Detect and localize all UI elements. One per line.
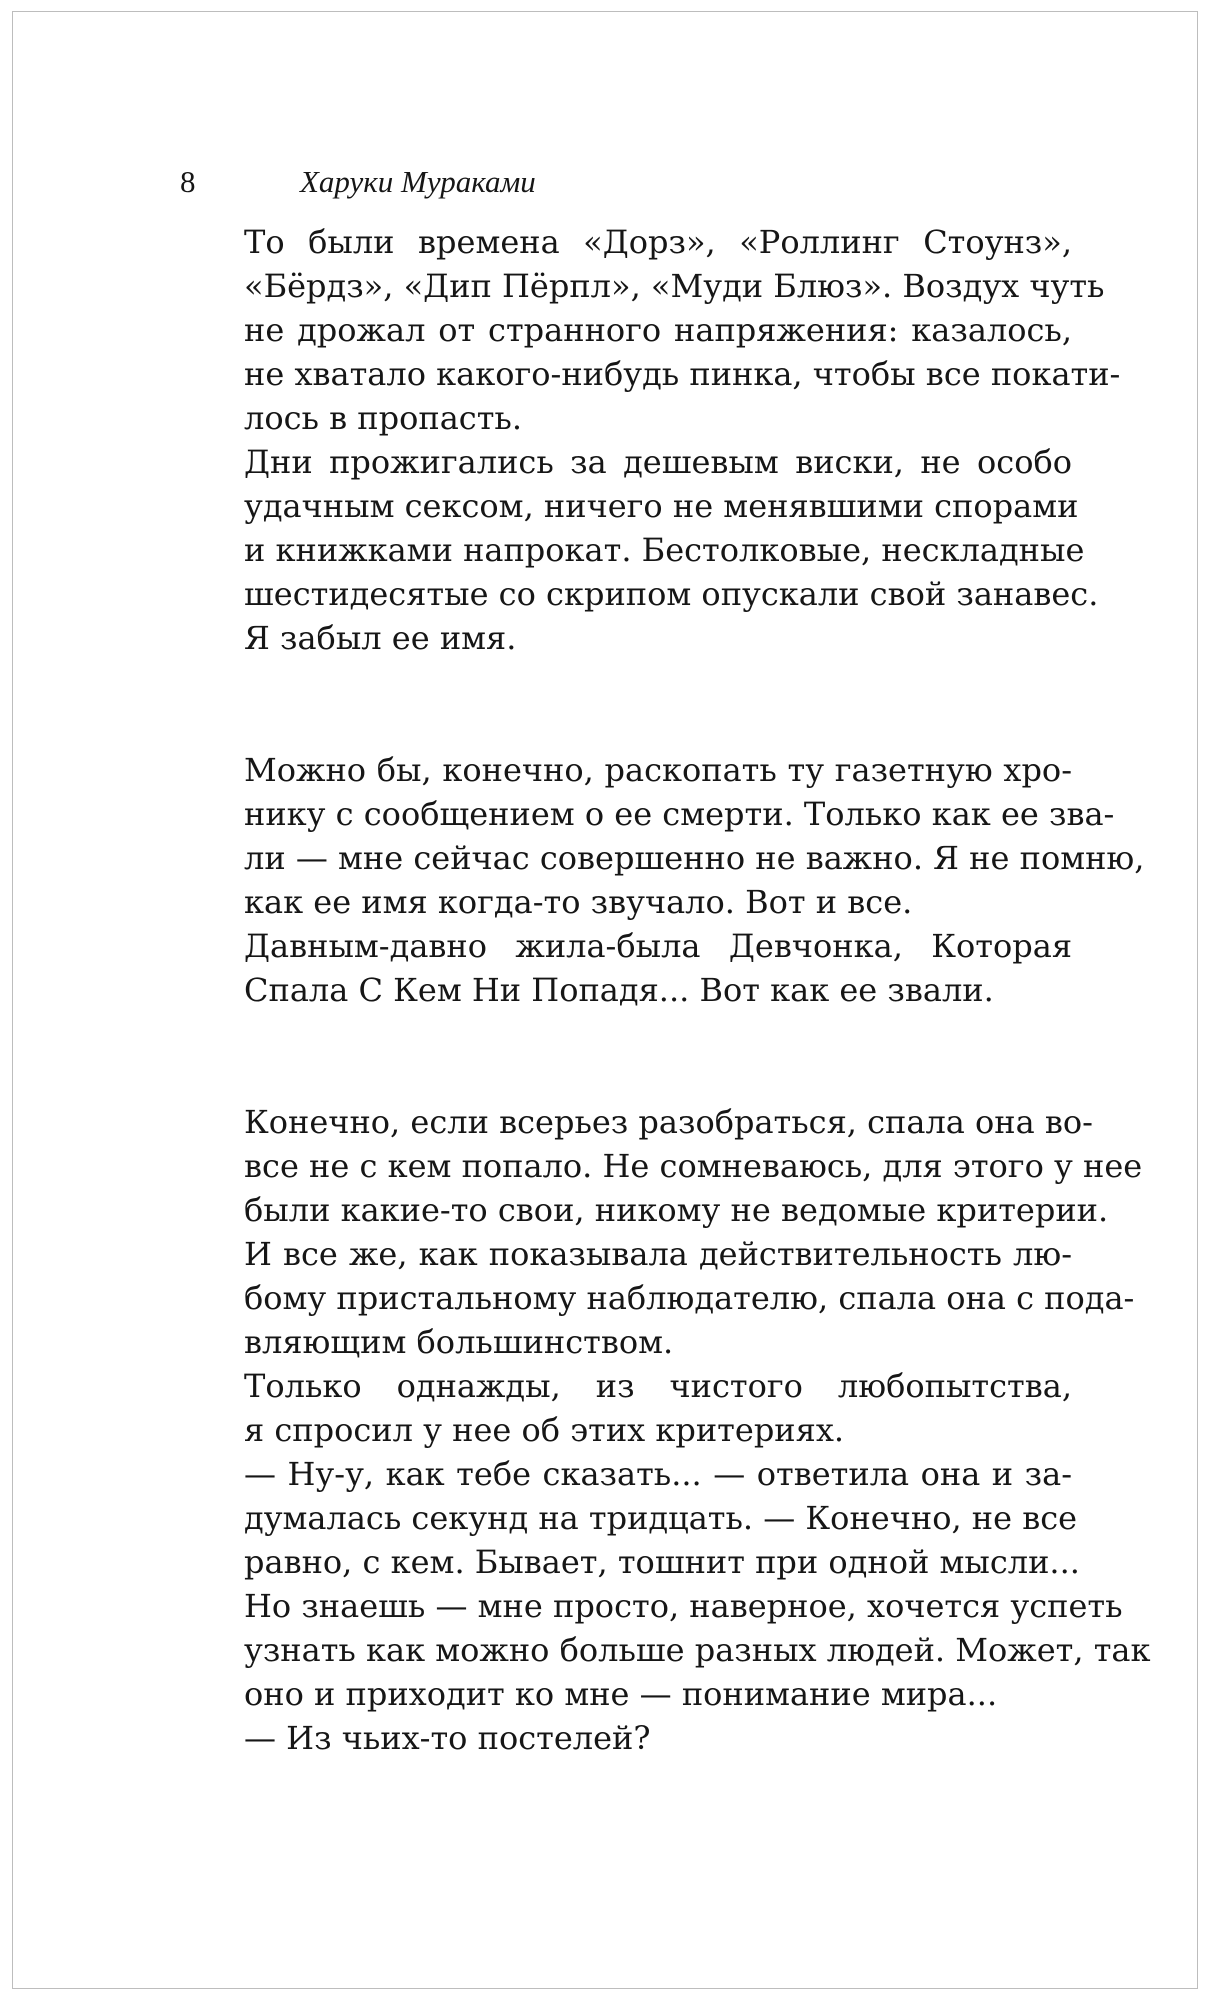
text-line: Спала С Кем Ни Попадя... Вот как ее звали. xyxy=(244,971,994,1009)
text-line: — Ну-у, как тебе сказать... — ответила она и за- xyxy=(244,1455,1072,1493)
text-line: были какие-то свои, никому не ведомые критерии. xyxy=(244,1191,1109,1229)
text-line: не хватало какого-нибудь пинка, чтобы все покати- xyxy=(244,355,1121,393)
text-line: Но знаешь — мне просто, наверное, хочется успеть xyxy=(244,1587,1123,1625)
text-line: Дни прожигались за дешевым виски, не особо xyxy=(244,443,1072,481)
text-line: вляющим большинством. xyxy=(244,1323,674,1361)
text-line: как ее имя когда-то звучало. Вот и все. xyxy=(244,883,913,921)
text-line: бому пристальному наблюдателю, спала она с пода- xyxy=(244,1279,1135,1317)
text-line: Давным-давно жила-была Девчонка, Которая xyxy=(244,927,1072,965)
text-line: То были времена «Дорз», «Роллинг Стоунз», xyxy=(244,223,1072,261)
text-line: шестидесятые со скрипом опускали свой занавес. xyxy=(244,575,1099,613)
section-break xyxy=(180,660,1072,748)
running-title: Харуки Мураками xyxy=(300,164,536,199)
section-break xyxy=(180,1012,1072,1100)
text-line: нику с сообщением о ее смерти. Только как ее зва- xyxy=(244,795,1115,833)
text-line: Только однажды, из чистого любопытства, xyxy=(244,1367,1072,1405)
paragraph xyxy=(180,1716,1072,1760)
paragraph xyxy=(180,748,1145,924)
running-head xyxy=(180,160,1072,204)
text-line: все не с кем попало. Не сомневаюсь, для этого у нее xyxy=(244,1147,1143,1185)
text-line: ли — мне сейчас совершенно не важно. Я не помню, xyxy=(244,839,1145,877)
text-line: — Из чьих-то постелей? xyxy=(244,1719,651,1757)
paragraph xyxy=(180,616,1072,660)
paragraph xyxy=(180,924,1072,1012)
text-line: Можно бы, конечно, раскопать ту газетную хро- xyxy=(244,751,1072,789)
text-line: не дрожал от странного напряжения: казалось, xyxy=(244,311,1072,349)
paragraph xyxy=(180,1100,1143,1232)
text-line: Конечно, если всерьез разобраться, спала она во- xyxy=(244,1103,1093,1141)
text-line: узнать как можно больше разных людей. Может, так xyxy=(244,1631,1151,1669)
text-line: Я забыл ее имя. xyxy=(244,619,517,657)
text-line: удачным сексом, ничего не менявшими спорами xyxy=(244,487,1079,525)
paragraph xyxy=(180,1232,1135,1364)
paragraph xyxy=(180,440,1099,616)
text-line: лось в пропасть. xyxy=(244,399,522,437)
text-line: я спросил у нее об этих критериях. xyxy=(244,1411,845,1449)
text-line: оно и приходит ко мне — понимание мира... xyxy=(244,1675,998,1713)
paragraph xyxy=(180,1364,1072,1452)
book-page-text xyxy=(180,160,1151,1760)
page-number: 8 xyxy=(180,164,196,199)
paragraph xyxy=(180,220,1121,440)
paragraph xyxy=(180,1452,1151,1716)
text-line: и книжками напрокат. Бестолковые, нескладные xyxy=(244,531,1085,569)
text-line: «Бёрдз», «Дип Пёрпл», «Муди Блюз». Воздух чуть xyxy=(244,267,1105,305)
text-line: И все же, как показывала действительность лю- xyxy=(244,1235,1072,1273)
text-line: равно, с кем. Бывает, тошнит при одной мысли... xyxy=(244,1543,1080,1581)
text-line: думалась секунд на тридцать. — Конечно, не все xyxy=(244,1499,1078,1537)
